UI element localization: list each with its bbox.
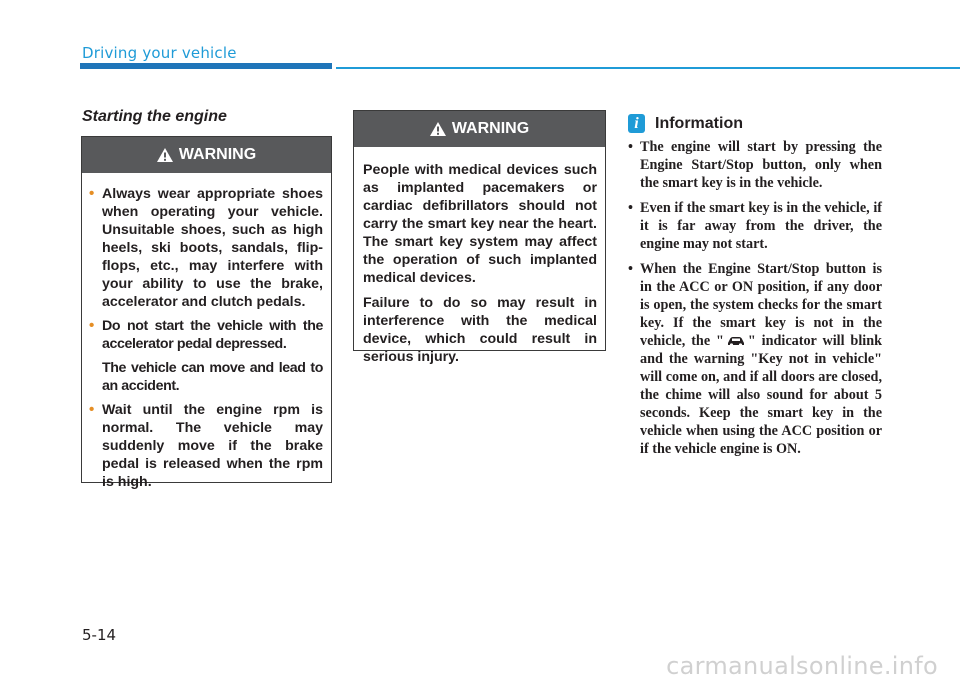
warning-bullet-text: Always wear appropriate shoes when operating your vehicle. Unsuitable shoes, such as high heels, ski boots, sandals, flip-flops, etc., may interfere with your ability to use the brake, accelerator and clutch pedals. xyxy=(102,186,323,310)
information-heading xyxy=(628,114,743,133)
bullet-dot-icon: • xyxy=(628,200,633,216)
information-item-text: " indicator will blink and the warning "Key not in vehicle" will come on, and if all doors are closed, the chime will also sound for about 5 seconds. Keep the smart key in the vehicle when using the ACC position or if the vehicle engine is ON. xyxy=(640,333,882,457)
subheading: Starting the engine xyxy=(82,108,227,125)
information-item-text: The engine will start by pressing the Engine Start/Stop button, only when the smart key is in the vehicle. xyxy=(640,139,882,191)
information-list xyxy=(626,138,882,465)
warning-box-medical xyxy=(353,110,606,365)
warning-paragraph: Failure to do so may result in interference with the medical device, which could result in serious injury. xyxy=(363,295,597,365)
warning-bullet-subtext: The vehicle can move and lead to an accident. xyxy=(102,360,323,394)
warning-bullet xyxy=(89,401,323,491)
information-item xyxy=(626,260,882,458)
warning-title: WARNING xyxy=(451,120,530,137)
warning-header xyxy=(354,111,605,147)
warning-paragraph: People with medical devices such as implanted pacemakers or cardiac defibrillators should not carry the smart key near the heart. The smart key system may affect the operation of such implanted medical devices. xyxy=(363,162,597,286)
bullet-dot-icon: • xyxy=(89,185,95,202)
bullet-dot-icon: • xyxy=(89,401,95,418)
header-rule-thick xyxy=(80,63,332,69)
watermark: carmanualsonline.info xyxy=(666,652,938,680)
warning-title: WARNING xyxy=(178,146,257,163)
warning-bullet xyxy=(89,317,323,395)
warning-box-shoes xyxy=(81,136,332,490)
bullet-dot-icon: • xyxy=(89,317,94,334)
page-number: 5-14 xyxy=(82,626,117,644)
section-title: Driving your vehicle xyxy=(82,44,237,62)
information-item-text: When the Engine Start/Stop button is in the ACC or ON position, if any door is open, the system checks for the smart key. If the smart key is not in the vehicle, the " xyxy=(640,261,882,349)
info-icon: i xyxy=(628,114,645,133)
warning-bullet-text: Do not start the vehicle with the accelerator pedal depressed. xyxy=(102,318,323,352)
warning-body xyxy=(82,173,331,507)
key-car-indicator-icon xyxy=(726,335,746,347)
information-item-text: Even if the smart key is in the vehicle, if it is far away from the driver, the engine may not start. xyxy=(640,200,882,252)
information-title: Information xyxy=(655,114,743,132)
warning-body xyxy=(354,147,605,383)
bullet-dot-icon: • xyxy=(628,139,633,155)
warning-bullet-text: Wait until the engine rpm is normal. The vehicle may suddenly move if the brake pedal is released when the rpm is high. xyxy=(102,402,323,490)
warning-triangle-icon xyxy=(157,148,173,162)
information-item xyxy=(626,138,882,192)
warning-triangle-icon xyxy=(430,122,446,136)
information-item xyxy=(626,199,882,253)
warning-bullet xyxy=(89,185,323,311)
header-rule-thin xyxy=(336,67,960,69)
warning-header xyxy=(82,137,331,173)
bullet-dot-icon: • xyxy=(628,261,633,277)
